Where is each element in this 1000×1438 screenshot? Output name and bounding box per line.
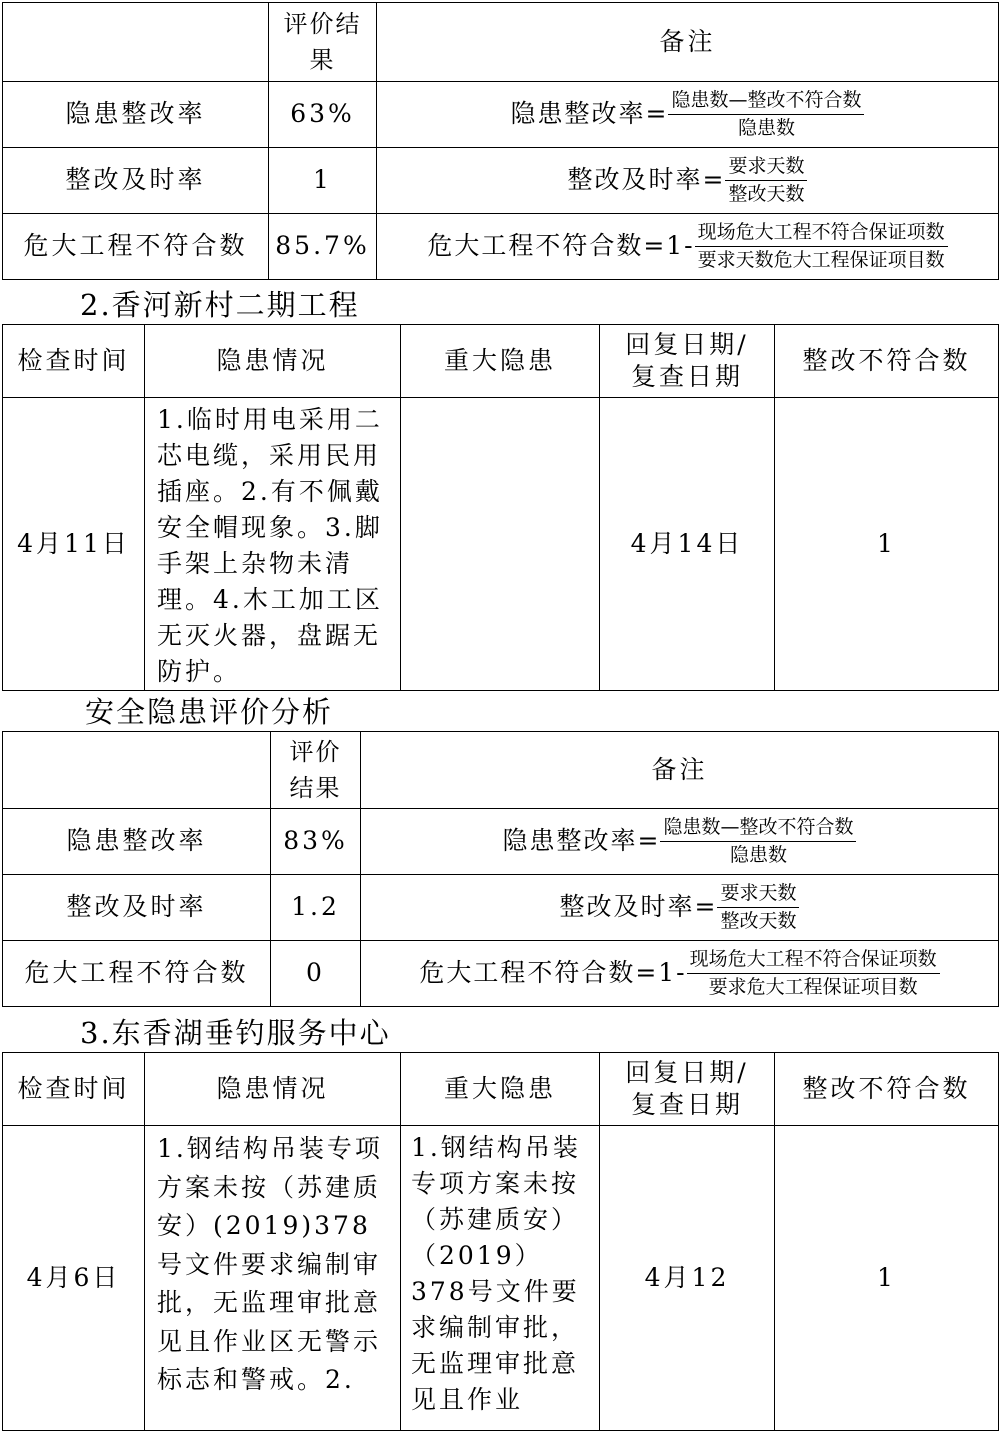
- formula-numerator: 要求天数: [717, 881, 799, 908]
- row-formula: [377, 148, 999, 214]
- row-label: 隐患整改率: [3, 82, 269, 148]
- header-note: 备注: [377, 3, 999, 82]
- header-time: 检查时间: [3, 325, 145, 398]
- row-reply: 4月14日: [600, 398, 775, 691]
- section-3-title: 3.东香湖垂钓服务中心: [80, 1016, 391, 1050]
- row-formula: [361, 941, 999, 1007]
- formula-prefix: 危大工程不符合数=1-: [419, 958, 687, 988]
- formula-numerator: 现场危大工程不符合保证项数: [687, 947, 940, 974]
- formula-prefix: 整改及时率=: [567, 165, 726, 195]
- evaluation-table-1: [2, 2, 999, 280]
- row-label: 危大工程不符合数: [3, 941, 271, 1007]
- formula-denominator: 要求危大工程保证项目数: [708, 976, 918, 998]
- formula-numerator: 要求天数: [725, 154, 807, 181]
- evaluation-row: [3, 875, 999, 941]
- header-hazard: 隐患情况: [145, 325, 401, 398]
- section-2-title: 2.香河新村二期工程: [80, 288, 360, 322]
- header-empty-cell: [3, 3, 269, 82]
- header-reply: 回复日期/复查日期: [600, 325, 775, 398]
- row-nonconform: 1: [775, 398, 999, 691]
- evaluation-row: [3, 148, 999, 214]
- inspection-row: [3, 398, 999, 691]
- header-nonconform: 整改不符合数: [775, 325, 999, 398]
- row-hazard: 1.钢结构吊装专项方案未按（苏建质安）(2019)378号文件要求编制审批，无监理审批意见且作业区无警示标志和警戒。2.: [145, 1126, 401, 1431]
- formula-denominator: 整改天数: [720, 910, 797, 932]
- formula-numerator: 现场危大工程不符合保证项数: [695, 220, 948, 247]
- row-time: 4月6日: [3, 1126, 145, 1431]
- inspection-header-row: [3, 325, 999, 398]
- header-hazard: 隐患情况: [145, 1053, 401, 1126]
- formula-prefix: 隐患整改率=: [510, 99, 669, 129]
- row-result: 63%: [269, 82, 377, 148]
- evaluation-table-2: [2, 731, 999, 1007]
- header-major: 重大隐患: [401, 1053, 600, 1126]
- row-formula: [377, 214, 999, 280]
- row-label: 隐患整改率: [3, 809, 271, 875]
- formula-numerator: 隐患数—整改不符合数: [660, 815, 856, 842]
- header-time: 检查时间: [3, 1053, 145, 1126]
- formula-denominator: 隐患数: [737, 117, 795, 139]
- evaluation-header-row: [3, 732, 999, 809]
- header-result: 评价结果: [271, 732, 361, 809]
- row-hazard: 1.临时用电采用二芯电缆，采用民用插座。2.有不佩戴安全帽现象。3.脚手架上杂物未清理。4.木工加工区无灭火器，盘踞无防护。: [145, 398, 401, 691]
- row-formula: [377, 82, 999, 148]
- row-nonconform: 1: [775, 1126, 999, 1431]
- inspection-table-3: [2, 1052, 999, 1431]
- row-label: 整改及时率: [3, 148, 269, 214]
- header-reply: 回复日期/复查日期: [600, 1053, 775, 1126]
- row-label: 危大工程不符合数: [3, 214, 269, 280]
- row-result: 83%: [271, 809, 361, 875]
- formula-denominator: 要求天数危大工程保证项目数: [697, 249, 945, 271]
- row-major: [401, 398, 600, 691]
- row-result: 85.7%: [269, 214, 377, 280]
- row-formula: [361, 809, 999, 875]
- inspection-table-2: [2, 324, 999, 691]
- row-result: 1.2: [271, 875, 361, 941]
- formula-denominator: 隐患数: [729, 844, 787, 866]
- evaluation-row: [3, 809, 999, 875]
- header-empty-cell: [3, 732, 271, 809]
- evaluation-row: [3, 214, 999, 280]
- header-nonconform: 整改不符合数: [775, 1053, 999, 1126]
- formula-prefix: 隐患整改率=: [502, 826, 661, 856]
- formula-denominator: 整改天数: [728, 183, 805, 205]
- evaluation-row: [3, 82, 999, 148]
- row-label: 整改及时率: [3, 875, 271, 941]
- row-time: 4月11日: [3, 398, 145, 691]
- formula-numerator: 隐患数—整改不符合数: [668, 88, 864, 115]
- row-major: 1.钢结构吊装专项方案未按（苏建质安）（2019）378号文件要求编制审批，无监理审批意见且作业: [401, 1126, 600, 1431]
- inspection-header-row: [3, 1053, 999, 1126]
- header-note: 备注: [361, 732, 999, 809]
- evaluation-title-2: 安全隐患评价分析: [85, 695, 334, 729]
- row-result: 1: [269, 148, 377, 214]
- evaluation-row: [3, 941, 999, 1007]
- header-major: 重大隐患: [401, 325, 600, 398]
- row-formula: [361, 875, 999, 941]
- row-result: 0: [271, 941, 361, 1007]
- row-reply: 4月12: [600, 1126, 775, 1431]
- header-result: 评价结果: [269, 3, 377, 82]
- inspection-row: [3, 1126, 999, 1431]
- evaluation-header-row: [3, 3, 999, 82]
- formula-prefix: 危大工程不符合数=1-: [427, 231, 695, 261]
- formula-prefix: 整改及时率=: [559, 892, 718, 922]
